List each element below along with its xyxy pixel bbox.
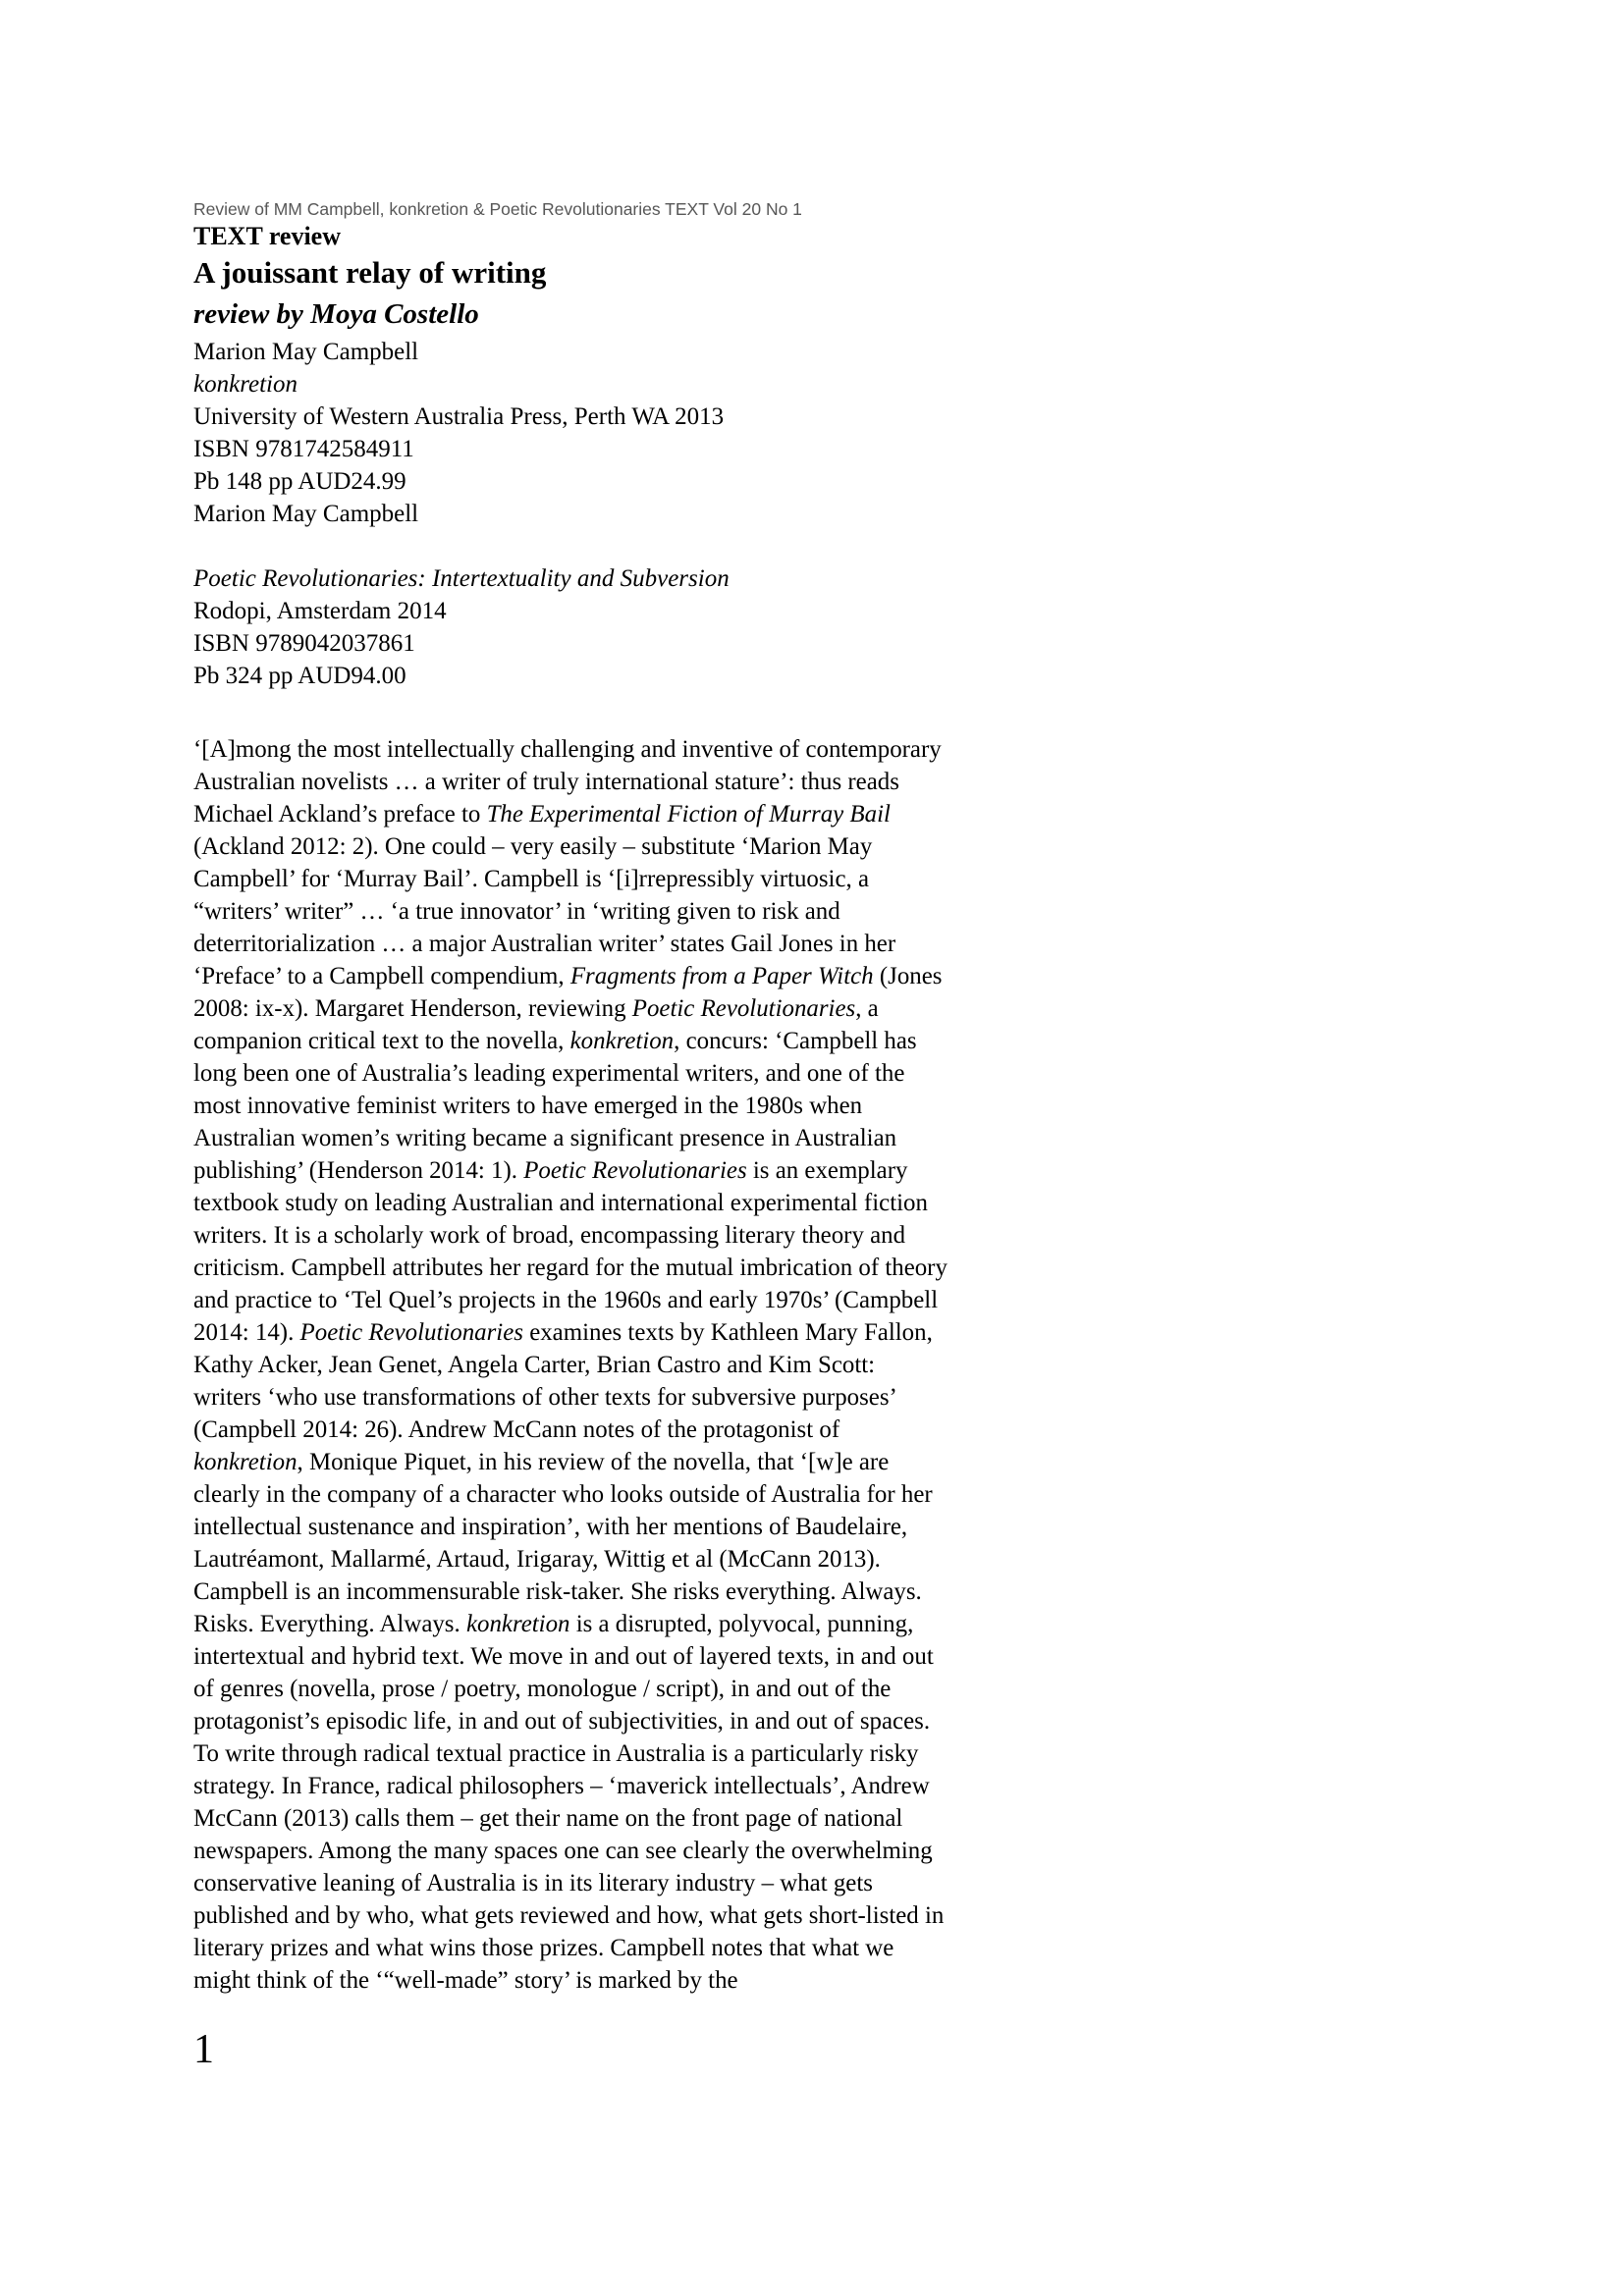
review-body	[193, 733, 947, 1997]
book-2-format-price: Pb 324 pp AUD94.00	[193, 663, 406, 689]
book-2-title: Poetic Revolutionaries: Intertextuality and Subversion	[193, 565, 730, 592]
body-paragraph: ‘[A]mong the most intellectually challenging and inventive of contemporary Australian novelists … a writer of truly international stature’: thus reads Michael Ackland’s preface to The Experimental Fiction of Murray Bail (Ackland 2012: 2). One could – very easily – substitute ‘Marion May Campbell’ for ‘Murray Bail’. Campbell is ‘[i]rrepressibly virtuosic, a “writers’ writer” … ‘a true innovator’ in ‘writing given to risk and deterritorialization … a major Australian writer’ states Gail Jones in her ‘Preface’ to a Campbell compendium, Fragments from a Paper Witch (Jones 2008: ix-x). Margaret Henderson, reviewing Poetic Revolutionaries, a companion critical text to the novella, konkretion, concurs: ‘Campbell has long been one of Australia’s leading experimental writers, and one of the most innovative feminist writers to have emerged in the 1980s when Australian women’s writing became a significant presence in Australian publishing’ (Henderson 2014: 1). Poetic Revolutionaries is an exemplary textbook study on leading Australian and international experimental fiction writers. It is a scholarly work of broad, encompassing literary theory and criticism. Campbell attributes her regard for the mutual imbrication of theory and practice to ‘Tel Quel’s projects in the 1960s and early 1970s’ (Campbell 2014: 14). Poetic Revolutionaries examines texts by Kathleen Mary Fallon, Kathy Acker, Jean Genet, Angela Carter, Brian Castro and Kim Scott: writers ‘who use transformations of other texts for subversive purposes’ (Campbell 2014: 26). Andrew McCann notes of the protagonist of konkretion, Monique Piquet, in his review of the novella, that ‘[w]e are clearly in the company of a character who looks outside of Australia for her intellectual sustenance and inspiration’, with her mentions of Baudelaire, Lautréamont, Mallarmé, Artaud, Irigaray, Wittig et al (McCann 2013).	[193, 736, 947, 1573]
section-label: TEXT review	[193, 222, 341, 250]
body-paragraph: To write through radical textual practice in Australia is a particularly risky strategy. In France, radical philosophers – ‘maverick intellectuals’, Andrew McCann (2013) calls them – get their name on the front page of national newspapers. Among the many spaces one can see clearly the overwhelming conservative leaning of Australia is in its literary industry – what gets published and by who, what gets reviewed and how, what gets short-listed in literary prizes and what wins those prizes. Campbell notes that what we might think of the ‘“well-made” story’ is marked by the	[193, 1740, 945, 1994]
book-1-title: konkretion	[193, 371, 298, 398]
running-head: Review of MM Campbell, konkretion & Poetic Revolutionaries TEXT Vol 20 No 1	[193, 199, 802, 219]
byline: review by Moya Costello	[193, 298, 479, 330]
page-number: 1	[193, 2027, 214, 2072]
book-1-format-price: Pb 148 pp AUD24.99	[193, 468, 406, 495]
page-title: A jouissant relay of writing	[193, 255, 547, 290]
book-2-details	[193, 498, 947, 692]
book-2-publisher: Rodopi, Amsterdam 2014	[193, 598, 447, 624]
book-2-author: Marion May Campbell	[193, 501, 419, 527]
book-1-details	[193, 336, 947, 498]
book-1-isbn: ISBN 9781742584911	[193, 436, 414, 462]
book-2-isbn: ISBN 9789042037861	[193, 630, 415, 657]
body-paragraph: Campbell is an incommensurable risk-taker. She risks everything. Always. Risks. Everything. Always. konkretion is a disrupted, polyvocal, punning, intertextual and hybrid text. We move in and out of layered texts, in and out of genres (novella, prose / poetry, monologue / script), in and out of the protagonist’s episodic life, in and out of subjectivities, in and out of spaces.	[193, 1578, 934, 1735]
page-content	[193, 197, 947, 2071]
book-1-author: Marion May Campbell	[193, 339, 419, 365]
book-1-publisher: University of Western Australia Press, Perth WA 2013	[193, 403, 725, 430]
